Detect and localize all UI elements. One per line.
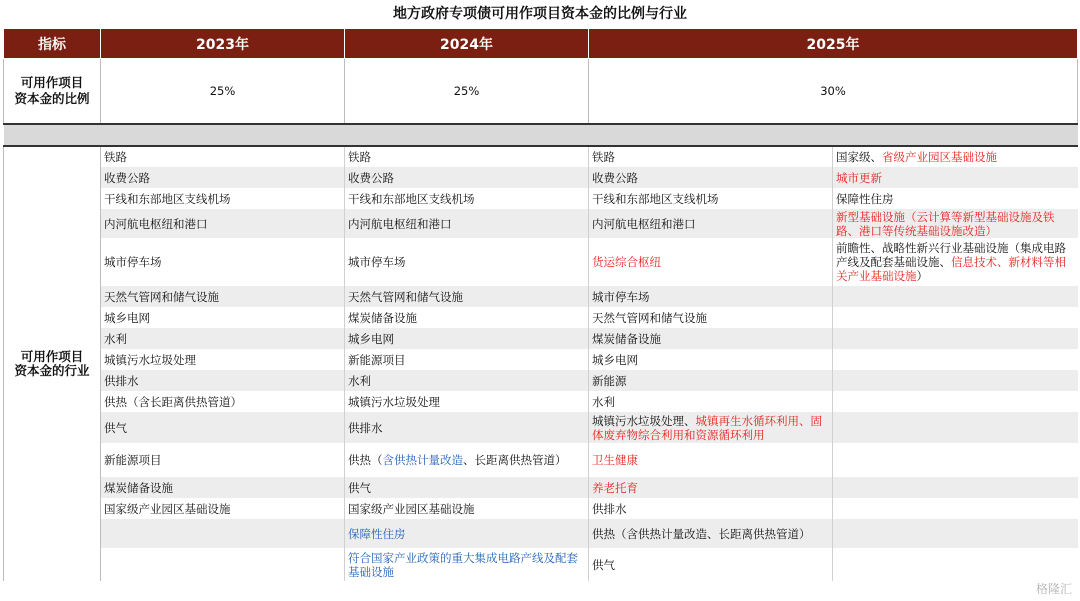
cell-2023: [101, 286, 345, 307]
cell-2025: [589, 370, 833, 391]
cell-2025: [589, 391, 833, 412]
table-row: [4, 209, 1078, 238]
cell-2025-text: 城市停车场: [592, 289, 650, 304]
cell-2025: [589, 167, 833, 188]
ratio-2024: 25%: [345, 59, 589, 125]
cell-2024: [345, 370, 589, 391]
cell-2025-text: 铁路: [592, 150, 615, 164]
cell-2025-text: 养老托育: [592, 480, 638, 495]
cell-2024-text: 城市停车场: [348, 255, 406, 269]
cell-2025-extra: [833, 286, 1078, 307]
header-row: [4, 29, 1078, 59]
cell-2025-text: 内河航电枢纽和港口: [592, 216, 696, 231]
cell-2025-text: 煤炭储备设施: [592, 331, 661, 346]
spacer-cell: [4, 124, 1078, 146]
table-row: [4, 477, 1078, 498]
cell-2023: [101, 328, 345, 349]
ratio-2025: 30%: [589, 59, 1078, 125]
cell-2025-text: 供气: [592, 557, 615, 572]
cell-2025-extra: [833, 307, 1078, 328]
cell-2025-extra: [833, 412, 1078, 443]
cell-2023-text: 城市停车场: [104, 255, 162, 269]
cell-2025-extra: [833, 167, 1078, 188]
cell-2025: [589, 548, 833, 581]
cell-2023-text: 供气: [104, 420, 127, 435]
table-row: [4, 519, 1078, 548]
cell-2025-extra-text: 新型基础设施（云计算等新型基础设施及铁路、港口等传统基础设施改造）: [836, 209, 1055, 238]
cell-2024: [345, 498, 589, 519]
table-row: [4, 238, 1078, 286]
cell-2025-extra-text: ）: [916, 269, 928, 283]
page-title: 地方政府专项债可用作项目资本金的比例与行业: [393, 6, 687, 22]
cell-2025-text: 城镇再生水循环利用、固体废弃物综合利用和资源循环利用: [592, 413, 822, 442]
cell-2025: [589, 519, 833, 548]
cell-2025: [589, 412, 833, 443]
cell-2025-extra: [833, 477, 1078, 498]
cell-2023-text: 收费公路: [104, 170, 150, 185]
ratio-2023: 25%: [101, 59, 345, 125]
cell-2024-text: 水利: [348, 373, 371, 388]
cell-2025: [589, 286, 833, 307]
cell-2024: [345, 328, 589, 349]
cell-2024-text: 、长距离供热管道）: [463, 453, 567, 467]
table-row: [4, 548, 1078, 581]
cell-2025-text: 供排水: [592, 501, 627, 516]
cell-2024-text: 干线和东部地区支线机场: [348, 191, 475, 206]
cell-2024-text: 供热（: [348, 453, 383, 467]
cell-2025-extra-text: 国家级、: [836, 150, 882, 164]
ratio-label: [4, 59, 101, 125]
cell-2024: [345, 548, 589, 581]
cell-2025: [589, 443, 833, 477]
cell-2024-text: 符合国家产业政策的重大集成电路产线及配套基础设施: [348, 550, 578, 579]
cell-2024-text: 国家级产业园区基础设施: [348, 501, 475, 516]
cell-2023: [101, 412, 345, 443]
table-row: [4, 328, 1078, 349]
cell-2025-extra: [833, 498, 1078, 519]
cell-2023-text: 干线和东部地区支线机场: [104, 191, 231, 206]
cell-2024: [345, 209, 589, 238]
cell-2024-text: 城镇污水垃圾处理: [348, 394, 440, 409]
cell-2025: [589, 238, 833, 286]
table-row: [4, 188, 1078, 209]
cell-2025-extra-text: 前瞻性、战略性新兴行业基础设施（集成电路产线及配套基础设施、: [836, 241, 1066, 269]
cell-2024: [345, 391, 589, 412]
cell-2025-extra-text: 信息技术、新材料等相关产业基础设施: [836, 255, 1066, 283]
cell-2024: [345, 188, 589, 209]
cell-2025-text: 货运综合枢纽: [592, 255, 661, 269]
table-row: [4, 443, 1078, 477]
cell-2025: [589, 328, 833, 349]
cell-2023: [101, 349, 345, 370]
cell-2024: [345, 477, 589, 498]
cell-2024-text: 收费公路: [348, 170, 394, 185]
header-2023: 2023年: [101, 29, 345, 59]
cell-2025: [589, 146, 833, 167]
cell-2024: [345, 349, 589, 370]
cell-2023-text: 水利: [104, 331, 127, 346]
cell-2025-extra: [833, 146, 1078, 167]
cell-2025-text: 新能源: [592, 373, 627, 388]
cell-2024: [345, 412, 589, 443]
cell-2024: [345, 238, 589, 286]
cell-2023: [101, 548, 345, 581]
industry-label: [4, 146, 101, 581]
ratio-label-line1: 可用作项目: [20, 75, 84, 90]
cell-2025-extra: [833, 443, 1078, 477]
cell-2024-text: 新能源项目: [348, 352, 406, 367]
cell-2023-text: 供热（含长距离供热管道）: [104, 394, 242, 409]
header-2025: 2025年: [589, 29, 1078, 59]
cell-2025-extra: [833, 209, 1078, 238]
cell-2025-extra-text: 城市更新: [836, 170, 882, 185]
cell-2023-text: 国家级产业园区基础设施: [104, 501, 231, 516]
cell-2025-extra: [833, 370, 1078, 391]
cell-2023: [101, 391, 345, 412]
ratio-label-line2: 资本金的比例: [14, 91, 90, 106]
table-row: [4, 391, 1078, 412]
header-indicator: 指标: [4, 29, 101, 59]
industry-label-line2: 资本金的行业: [14, 363, 90, 378]
cell-2025: [589, 477, 833, 498]
cell-2023-text: 煤炭储备设施: [104, 480, 173, 495]
cell-2025-text: 水利: [592, 394, 615, 409]
table-row: [4, 349, 1078, 370]
cell-2023-text: 城镇污水垃圾处理: [104, 352, 196, 367]
cell-2024: [345, 146, 589, 167]
cell-2025: [589, 209, 833, 238]
table-row: [4, 307, 1078, 328]
cell-2024-text: 含供热计量改造: [382, 453, 463, 467]
cell-2023: [101, 307, 345, 328]
cell-2023: [101, 498, 345, 519]
cell-2023: [101, 167, 345, 188]
cell-2024-text: 供气: [348, 480, 371, 495]
cell-2025-text: 城乡电网: [592, 352, 638, 367]
table-row: [4, 370, 1078, 391]
cell-2023-text: 新能源项目: [104, 453, 162, 467]
cell-2023-text: 城乡电网: [104, 310, 150, 325]
table-row: [4, 286, 1078, 307]
policy-table: [3, 28, 1078, 581]
cell-2025-extra: [833, 238, 1078, 286]
cell-2024: [345, 307, 589, 328]
cell-2025: [589, 498, 833, 519]
cell-2025-extra: [833, 188, 1078, 209]
cell-2023: [101, 477, 345, 498]
cell-2024-text: 铁路: [348, 150, 371, 164]
table-row: [4, 167, 1078, 188]
cell-2025-extra: [833, 391, 1078, 412]
cell-2025-extra: [833, 328, 1078, 349]
cell-2024: [345, 519, 589, 548]
cell-2024-text: 天然气管网和储气设施: [348, 289, 463, 304]
table-row: [4, 412, 1078, 443]
cell-2025-extra-text: 保障性住房: [836, 191, 894, 206]
cell-2025-extra: [833, 349, 1078, 370]
cell-2023: [101, 370, 345, 391]
cell-2025-text: 城镇污水垃圾处理、: [592, 413, 696, 428]
cell-2024-text: 供排水: [348, 420, 383, 435]
cell-2025-text: 卫生健康: [592, 453, 638, 467]
cell-2024: [345, 286, 589, 307]
industry-label-line1: 可用作项目: [20, 349, 84, 364]
cell-2025: [589, 188, 833, 209]
cell-2023-text: 天然气管网和储气设施: [104, 289, 219, 304]
cell-2024-text: 保障性住房: [348, 526, 406, 541]
cell-2025-extra: [833, 548, 1078, 581]
cell-2025-extra-text: 省级产业园区基础设施: [882, 150, 997, 164]
cell-2024-text: 内河航电枢纽和港口: [348, 216, 452, 231]
cell-2025-text: 供热（含供热计量改造、长距离供热管道）: [592, 526, 811, 541]
cell-2025-extra: [833, 519, 1078, 548]
cell-2025-text: 收费公路: [592, 170, 638, 185]
cell-2023: [101, 519, 345, 548]
cell-2023-text: 供排水: [104, 373, 139, 388]
table-row: [4, 146, 1078, 167]
cell-2024-text: 煤炭储备设施: [348, 310, 417, 325]
spacer-row: [4, 124, 1078, 146]
cell-2024: [345, 443, 589, 477]
table-row: [4, 498, 1078, 519]
cell-2025-text: 天然气管网和储气设施: [592, 310, 707, 325]
cell-2025: [589, 349, 833, 370]
ratio-row: [4, 59, 1078, 125]
cell-2023: [101, 209, 345, 238]
cell-2024-text: 城乡电网: [348, 331, 394, 346]
cell-2023: [101, 238, 345, 286]
cell-2023-text: 铁路: [104, 150, 127, 164]
cell-2023: [101, 443, 345, 477]
cell-2024: [345, 167, 589, 188]
cell-2023: [101, 146, 345, 167]
cell-2023-text: 内河航电枢纽和港口: [104, 216, 208, 231]
header-2024: 2024年: [345, 29, 589, 59]
watermark-logo: 格隆汇: [1035, 582, 1072, 596]
cell-2025-text: 干线和东部地区支线机场: [592, 191, 719, 206]
cell-2023: [101, 188, 345, 209]
cell-2025: [589, 307, 833, 328]
